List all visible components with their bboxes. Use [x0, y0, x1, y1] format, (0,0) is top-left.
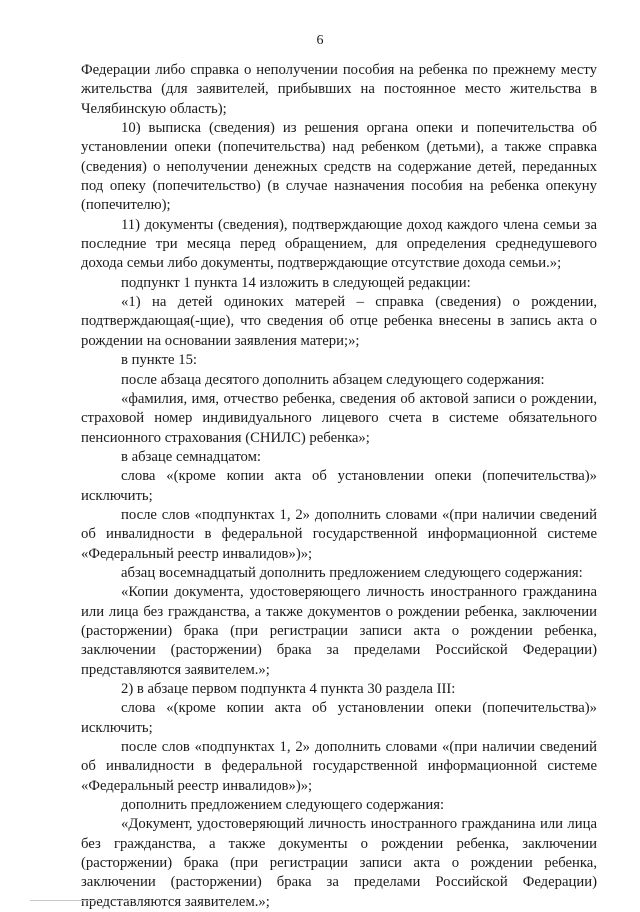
paragraph: 2) в абзаце первом подпункта 4 пункта 30 раздела III: — [121, 681, 456, 697]
paragraph: в абзаце семнадцатом: — [121, 448, 261, 465]
paragraph: слова «(кроме копии акта об установлении опеки (попечительства)» исключить; — [81, 700, 597, 736]
paragraph: «1) на детей одиноких матерей – справка (сведения) о рождении, подтверждающая(-щие), что сведения об отце ребенка внесены в запись акта о рождении на основании заявления матери;»; — [81, 294, 597, 349]
paragraph: 10) выписка (сведения) из решения органа опеки и попечительства об установлении опеки (попечительства) над ребенком (детьми), а также справка (сведения) о неполучении денежных средств на содержание детей, переданных под опеку (попечительство) (в случае назначения пособия на ребенка опекуну (попечителю); — [81, 120, 597, 214]
footer-divider — [30, 900, 100, 901]
paragraph: после абзаца десятого дополнить абзацем следующего содержания: — [121, 371, 545, 388]
paragraph: дополнить предложением следующего содержания: — [121, 797, 445, 814]
footer-divider — [112, 900, 132, 901]
paragraph: 11) документы (сведения), подтверждающие доход каждого члена семьи за последние три месяца перед обращением, для определения среднедушевого дохода семьи либо документы, подтверждающие отсутствие дохода семьи.»; — [81, 216, 597, 272]
document-body — [81, 61, 597, 912]
paragraph: подпункт 1 пункта 14 изложить в следующей редакции: — [121, 274, 471, 291]
paragraph: после слов «подпунктах 1, 2» дополнить словами «(при наличии сведений об инвалидности в федеральной государственной информационной системе «Федеральный реестр инвалидов»)»; — [81, 506, 597, 562]
paragraph: Федерации либо справка о неполучении пособия на ребенка по прежнему месту жительства (для заявителей, прибывших на постоянное место жительства в Челябинскую область); — [81, 62, 597, 117]
paragraph: слова «(кроме копии акта об установлении опеки (попечительства)» исключить; — [81, 468, 597, 504]
paragraph: в пункте 15: — [121, 352, 197, 369]
paragraph: после слов «подпунктах 1, 2» дополнить словами «(при наличии сведений об инвалидности в федеральной государственной информационной системе «Федеральный реестр инвалидов»)»; — [81, 739, 597, 794]
paragraph: «Документ, удостоверяющий личность иностранного гражданина или лица без гражданства, а также документы о рождении ребенка, заключении (расторжении) брака (при регистрации записи акта о рождении ребенка, заключении (расторжении) брака за пределами Российской Федерации) представляются заявителем.»; — [81, 816, 597, 910]
page-number: 6 — [316, 33, 324, 48]
paragraph: «фамилия, имя, отчество ребенка, сведения об актовой записи о рождении, страховой номер индивидуального лицевого счета в системе обязательного пенсионного страхования (СНИЛС) ребенка»; — [81, 390, 597, 446]
paragraph: «Копии документа, удостоверяющего личность иностранного гражданина или лица без гражданства, а также документов о рождении ребенка, заключении (расторжении) брака (при регистрации записи акта о рождении ребенка, заключении (расторжении) брака за пределами Российской Федерации) представляются заявителем.»; — [81, 584, 597, 678]
paragraph: абзац восемнадцатый дополнить предложением следующего содержания: — [121, 564, 583, 581]
